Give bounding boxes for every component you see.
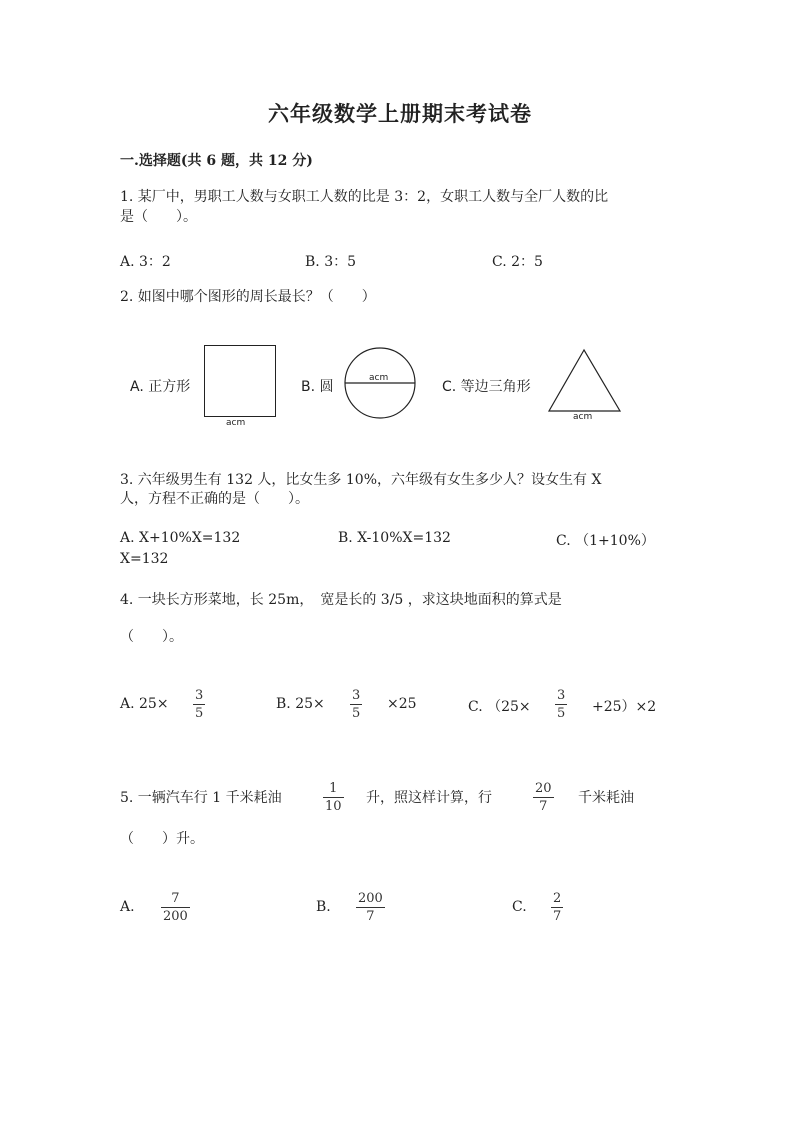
question-1-option-a[interactable]: A. 3：2 [120,254,171,270]
triangle-figure [547,348,623,414]
question-5-line-1-start: 5. 一辆汽车行 1 千米耗油 [120,790,282,806]
fraction-200-7 [356,891,385,924]
figure-label-circle[interactable]: B. 圆 [301,379,334,395]
circle-diameter-label: acm [369,373,389,383]
fraction-numerator: 200 [358,891,383,906]
question-1-option-b[interactable]: B. 3：5 [305,254,357,270]
question-1-line-1: 1. 某厂中，男职工人数与女职工人数的比是 3：2，女职工人数与全厂人数的比 [120,189,609,205]
fraction-7-200 [161,891,190,924]
fraction-bar [193,704,205,705]
question-5-line-2: （ ）升。 [120,831,204,847]
square-figure [204,345,276,417]
figure-label-triangle[interactable]: C. 等边三角形 [442,379,531,395]
fraction-numerator: 3 [557,688,566,703]
question-3-line-1: 3. 六年级男生有 132 人，比女生多 10%，六年级有女生多少人？设女生有 X [120,472,602,488]
fraction-3-5-a [193,688,205,721]
fraction-3-5-b [350,688,362,721]
page-title: 六年级数学上册期末考试卷 [268,101,532,126]
question-4-line-2: （ ）。 [120,629,183,645]
fraction-denominator: 7 [366,909,375,924]
figure-label-square[interactable]: A. 正方形 [130,379,191,395]
fraction-numerator: 3 [352,688,361,703]
question-4-option-c-suffix: +25）×2 [592,699,657,715]
fraction-bar [533,797,554,798]
question-5-line-1-end: 千米耗油 [578,790,634,806]
fraction-denominator: 5 [352,706,361,721]
question-1-line-2: 是（ ）。 [120,209,197,225]
fraction-denominator: 7 [539,799,548,814]
question-5-option-b[interactable]: B. [316,899,331,915]
question-3-option-c[interactable]: C. （1+10%） [556,533,655,549]
fraction-numerator: 20 [535,781,552,796]
fraction-denominator: 7 [553,909,562,924]
triangle-side-label: acm [573,412,593,422]
question-4-option-b[interactable]: B. 25× [276,696,325,712]
fraction-numerator: 2 [553,891,562,906]
question-3-option-a[interactable]: A. X+10%X=132 [120,530,241,546]
question-1-option-c[interactable]: C. 2：5 [492,254,543,270]
question-4-option-b-suffix: ×25 [387,696,417,712]
section-heading: 一.选择题(共 6 题，共 12 分) [120,153,313,169]
question-4-option-c[interactable]: C. （25× [468,699,531,715]
circle-figure [344,347,416,419]
fraction-3-5-c [555,688,567,721]
question-5-option-a[interactable]: A. [120,899,135,915]
fraction-denominator: 5 [557,706,566,721]
fraction-20-7 [533,781,554,814]
fraction-bar [350,704,362,705]
fraction-denominator: 10 [325,799,342,814]
fraction-bar [551,907,563,908]
fraction-numerator: 1 [329,781,338,796]
fraction-bar [323,797,344,798]
fraction-denominator: 200 [163,909,188,924]
fraction-denominator: 5 [195,706,204,721]
square-side-label: acm [226,418,246,428]
fraction-bar [356,907,385,908]
question-4-line-1: 4. 一块长方形菜地，长 25m， 宽是长的 3/5 ，求这块地面积的算式是 [120,592,562,608]
question-4-option-a[interactable]: A. 25× [120,696,169,712]
fraction-numerator: 7 [171,891,180,906]
question-3-option-c-continued: X=132 [120,551,169,567]
question-3-option-b[interactable]: B. X-10%X=132 [338,530,451,546]
fraction-bar [161,907,190,908]
fraction-1-10 [323,781,344,814]
fraction-2-7 [551,891,563,924]
question-5-option-c[interactable]: C. [512,899,527,915]
fraction-numerator: 3 [195,688,204,703]
question-2-text: 2. 如图中哪个图形的周长最长？（ ） [120,289,376,305]
question-5-line-1-middle: 升，照这样计算，行 [366,790,492,806]
question-3-line-2: 人，方程不正确的是（ ）。 [120,491,309,507]
fraction-bar [555,704,567,705]
